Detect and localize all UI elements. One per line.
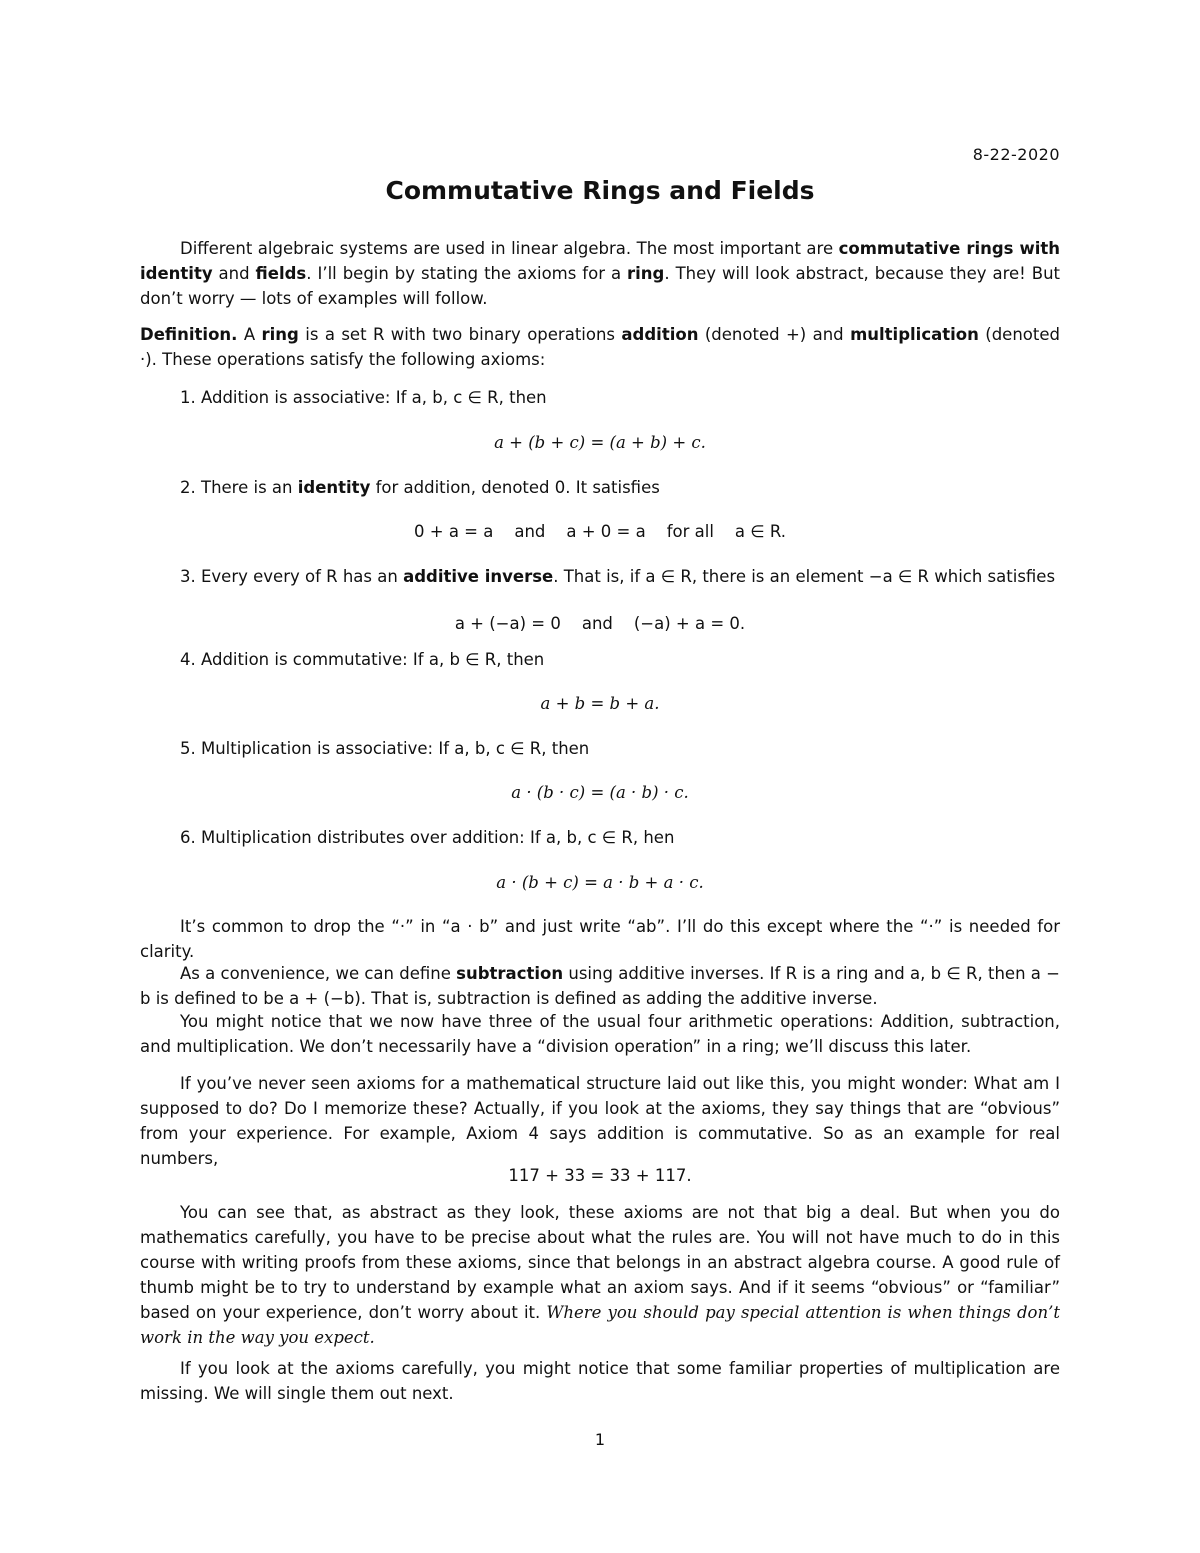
intro-bold-2: fields: [255, 264, 307, 283]
definition-bold-1: ring: [261, 325, 299, 344]
intro-text-4: . They will look abstract, because they are! But don’t worry — lots of examples will follow.: [140, 264, 1060, 308]
abstract-italic: Where you should pay special attention is when things don’t work in the way you expect.: [140, 1303, 1060, 1347]
axiom-2-text: [140, 475, 1060, 500]
axiom-4-text: 4. Addition is commutative: If a, b ∈ R, then: [180, 650, 545, 669]
definition-label: Definition.: [140, 325, 238, 344]
axiom-1-text: 1. Addition is associative: If a, b, c ∈ R, then: [180, 388, 547, 407]
abstract-text: You can see that, as abstract as they look, these axioms are not that big a deal. But when you do mathematics carefully, you have to be precise about what the rules are. You will not have much to do in this course with writing proofs from these axioms, since that belongs in an abstract algebra course. A good rule of thumb might be to try to understand by example what an axiom says. And if it seems “obvious” or “familiar” based on your experience, don’t worry about it.: [140, 1203, 1060, 1322]
example-formula: 117 + 33 = 33 + 117.: [508, 1166, 692, 1185]
definition-text-2: is a set R with two binary operations: [298, 325, 622, 344]
subtraction-text-2: using additive inverses. If R is a ring and a, b ∈ R, then a − b is defined to be a + (−b). That is, subtraction is defined as adding the additive inverse.: [140, 964, 1060, 1008]
intro-paragraph: [140, 236, 1060, 311]
axiom-6-text: 6. Multiplication distributes over addition: If a, b, c ∈ R, hen: [180, 828, 675, 847]
subtraction-paragraph: [140, 961, 1060, 1011]
definition-bold-3: multiplication: [850, 325, 979, 344]
axiom-1-formula: a + (b + c) = (a + b) + c.: [494, 433, 706, 452]
subtraction-bold: subtraction: [456, 964, 564, 983]
axiom-2-text-bold: identity: [297, 478, 371, 497]
definition-bold-2: addition: [621, 325, 699, 344]
axiom-3-text: [140, 564, 1060, 589]
missing-properties-paragraph: If you look at the axioms carefully, you might notice that some familiar properties of multiplication are missing. We will single them out next.: [140, 1359, 1060, 1403]
intro-bold-3: ring: [627, 264, 665, 283]
page-title: Commutative Rings and Fields: [385, 176, 815, 205]
axiom-5-text: 5. Multiplication is associative: If a, b, c ∈ R, then: [180, 739, 590, 758]
definition-text-4: (denoted ·). These operations satisfy the following axioms:: [140, 325, 1060, 369]
subtraction-text-1: As a convenience, we can define: [180, 964, 457, 983]
date: 8-22-2020: [972, 145, 1060, 164]
axiom-3-text-post: . That is, if a ∈ R, there is an element −a ∈ R which satisfies: [553, 567, 1056, 586]
intro-bold-1: commutative rings with identity: [140, 239, 1060, 283]
axioms-intro-paragraph: If you’ve never seen axioms for a mathematical structure laid out like this, you might wonder: What am I supposed to do? Do I memorize these? Actually, if you look at the axioms, they say things that are “obvious” from your experience. For example, Axiom 4 says addition is commutative. So as an example for real numbers,: [140, 1074, 1060, 1168]
axiom-2-text-pre: 2. There is an: [180, 478, 298, 497]
axiom-3-text-pre: 3. Every every of R has an: [180, 567, 404, 586]
axiom-3-text-bold: additive inverse: [403, 567, 554, 586]
axiom-2-formula: 0 + a = a and a + 0 = a for all a ∈ R.: [414, 522, 786, 541]
intro-text-1: Different algebraic systems are used in linear algebra. The most important are: [180, 239, 839, 258]
axiom-5-formula: a · (b · c) = (a · b) · c.: [511, 783, 689, 802]
page-number: 1: [594, 1430, 606, 1449]
drop-dot-paragraph: It’s common to drop the “·” in “a · b” and just write “ab”. I’ll do this except where the “·” is needed for clarity.: [140, 917, 1060, 961]
axiom-4-formula: a + b = b + a.: [540, 694, 660, 713]
definition-text-1: A: [237, 325, 262, 344]
intro-text-3: . I’ll begin by stating the axioms for a: [306, 264, 628, 283]
axiom-3-formula: a + (−a) = 0 and (−a) + a = 0.: [454, 614, 746, 633]
intro-text-2: and: [212, 264, 256, 283]
abstract-paragraph: [140, 1200, 1060, 1350]
definition-text-3: (denoted +) and: [698, 325, 851, 344]
definition-paragraph: [140, 322, 1060, 372]
operations-paragraph: You might notice that we now have three of the usual four arithmetic operations: Addition, subtraction, and multiplication. We don’t necessarily have a “division operation” in a ring; we’ll discuss this later.: [140, 1012, 1060, 1056]
axiom-2-text-post: for addition, denoted 0. It satisfies: [370, 478, 660, 497]
axiom-6-formula: a · (b + c) = a · b + a · c.: [496, 873, 704, 892]
